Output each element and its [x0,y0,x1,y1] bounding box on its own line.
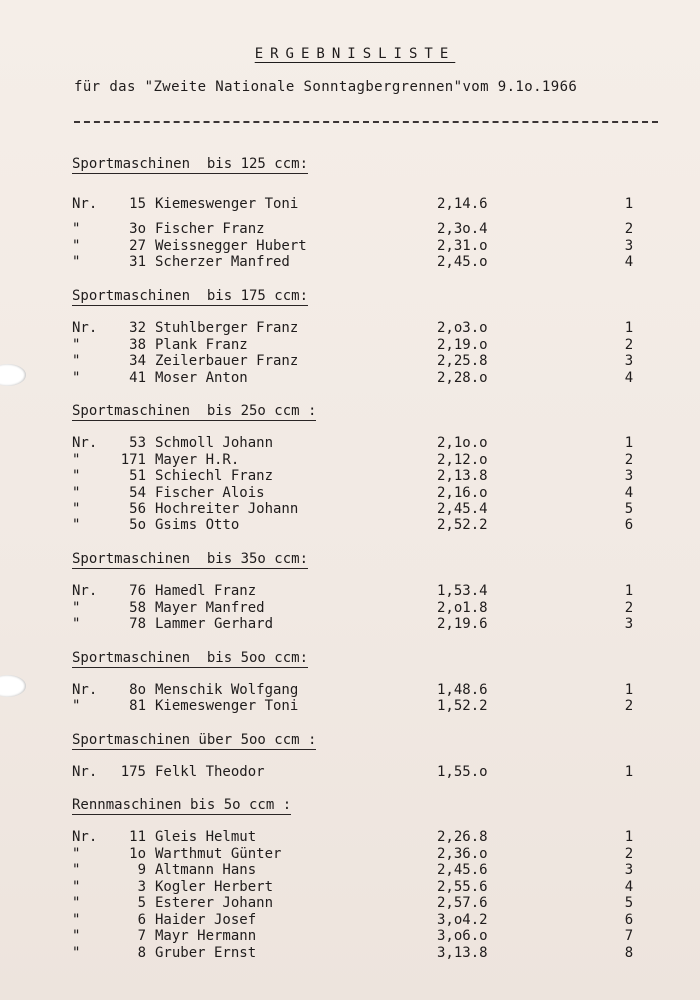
placing: 6 [624,517,634,533]
race-time: 2,55.6 [437,879,488,895]
rider-name: Esterer Johann [155,895,274,911]
entry-number: 8o [129,682,146,698]
result-row [0,517,700,534]
entry-number: 31 [129,254,146,270]
result-row [0,583,700,600]
placing: 1 [624,435,634,451]
rider-name: Plank Franz [155,337,248,353]
entry-prefix: " [72,337,81,353]
placing: 2 [624,698,634,714]
category-heading: Sportmaschinen bis 5oo ccm: [72,650,309,666]
rider-name: Fischer Alois [155,485,265,501]
race-time: 1,55.o [437,764,488,780]
race-time: 2,14.6 [437,196,488,212]
entry-number: 78 [129,616,146,632]
result-row [0,912,700,929]
entry-prefix: Nr. [72,682,98,698]
result-row [0,928,700,945]
entry-number: 1o [129,846,146,862]
result-row [0,879,700,896]
race-time: 3,o6.o [437,928,488,944]
placing: 3 [624,353,634,369]
result-row [0,829,700,846]
rider-name: Gruber Ernst [155,945,257,961]
category-heading: Rennmaschinen bis 5o ccm : [72,797,292,813]
placing: 1 [624,320,634,336]
rider-name: Weissnegger Hubert [155,238,307,254]
rider-name: Mayer Manfred [155,600,265,616]
category-heading: Sportmaschinen bis 175 ccm: [72,288,309,304]
category-heading: Sportmaschinen bis 125 ccm: [72,156,309,172]
rider-name: Kogler Herbert [155,879,274,895]
entry-number: 5 [137,895,146,911]
result-row [0,238,700,255]
race-time: 2,31.o [437,238,488,254]
entry-prefix: " [72,238,81,254]
race-time: 2,52.2 [437,517,488,533]
separator-line [74,121,658,123]
rider-name: Hamedl Franz [155,583,257,599]
rider-name: Gsims Otto [155,517,240,533]
result-row [0,370,700,387]
rider-name: Felkl Theodor [155,764,265,780]
entry-number: 175 [120,764,146,780]
entry-prefix: Nr. [72,829,98,845]
entry-prefix: Nr. [72,583,98,599]
entry-number: 38 [129,337,146,353]
rider-name: Mayr Hermann [155,928,257,944]
entry-number: 76 [129,583,146,599]
entry-number: 58 [129,600,146,616]
entry-number: 81 [129,698,146,714]
placing: 8 [624,945,634,961]
entry-prefix: " [72,616,81,632]
entry-number: 34 [129,353,146,369]
entry-number: 3o [129,221,146,237]
race-time: 2,36.o [437,846,488,862]
entry-prefix: " [72,928,81,944]
placing: 2 [624,846,634,862]
rider-name: Kiemeswenger Toni [155,698,299,714]
race-time: 2,19.o [437,337,488,353]
entry-prefix: " [72,485,81,501]
category-heading: Sportmaschinen bis 35o ccm: [72,551,309,567]
entry-prefix: " [72,501,81,517]
race-time: 1,48.6 [437,682,488,698]
rider-name: Mayer H.R. [155,452,240,468]
rider-name: Hochreiter Johann [155,501,299,517]
entry-prefix: " [72,468,81,484]
placing: 1 [624,764,634,780]
placing: 5 [624,501,634,517]
race-time: 2,45.o [437,254,488,270]
race-time: 2,1o.o [437,435,488,451]
result-row [0,846,700,863]
race-time: 2,19.6 [437,616,488,632]
placing: 4 [624,485,634,501]
placing: 4 [624,879,634,895]
result-row [0,452,700,469]
entry-prefix: " [72,912,81,928]
entry-number: 3 [137,879,146,895]
entry-prefix: " [72,879,81,895]
placing: 2 [624,452,634,468]
result-row [0,682,700,699]
entry-prefix: Nr. [72,435,98,451]
placing: 3 [624,862,634,878]
entry-number: 32 [129,320,146,336]
entry-number: 53 [129,435,146,451]
rider-name: Lammer Gerhard [155,616,274,632]
entry-number: 56 [129,501,146,517]
race-time: 1,53.4 [437,583,488,599]
rider-name: Moser Anton [155,370,248,386]
entry-number: 8 [137,945,146,961]
placing: 1 [624,196,634,212]
placing: 2 [624,337,634,353]
placing: 1 [624,682,634,698]
entry-prefix: " [72,862,81,878]
rider-name: Warthmut Günter [155,846,282,862]
rider-name: Schmoll Johann [155,435,274,451]
entry-prefix: " [72,370,81,386]
race-time: 2,28.o [437,370,488,386]
result-row [0,764,700,781]
category-heading: Sportmaschinen über 5oo ccm : [72,732,317,748]
result-row [0,196,700,213]
result-row [0,435,700,452]
entry-number: 171 [120,452,146,468]
result-row [0,254,700,271]
race-time: 2,13.8 [437,468,488,484]
rider-name: Menschik Wolfgang [155,682,299,698]
entry-number: 6 [137,912,146,928]
race-time: 2,12.o [437,452,488,468]
placing: 1 [624,583,634,599]
entry-number: 54 [129,485,146,501]
placing: 7 [624,928,634,944]
rider-name: Altmann Hans [155,862,257,878]
placing: 4 [624,254,634,270]
rider-name: Kiemeswenger Toni [155,196,299,212]
result-row [0,895,700,912]
placing: 6 [624,912,634,928]
entry-number: 27 [129,238,146,254]
entry-prefix: " [72,221,81,237]
entry-prefix: Nr. [72,320,98,336]
race-time: 2,25.8 [437,353,488,369]
entry-prefix: " [72,517,81,533]
result-row [0,698,700,715]
race-time: 2,o3.o [437,320,488,336]
entry-prefix: Nr. [72,196,98,212]
result-row [0,600,700,617]
race-time: 2,45.6 [437,862,488,878]
rider-name: Scherzer Manfred [155,254,290,270]
result-row [0,337,700,354]
entry-prefix: " [72,452,81,468]
placing: 1 [624,829,634,845]
race-time: 2,3o.4 [437,221,488,237]
result-row [0,862,700,879]
result-row [0,468,700,485]
rider-name: Gleis Helmut [155,829,257,845]
entry-number: 9 [137,862,146,878]
entry-prefix: " [72,600,81,616]
race-time: 2,45.4 [437,501,488,517]
result-row [0,616,700,633]
race-time: 2,16.o [437,485,488,501]
placing: 3 [624,616,634,632]
race-time: 1,52.2 [437,698,488,714]
result-row [0,320,700,337]
entry-prefix: Nr. [72,764,98,780]
entry-number: 11 [129,829,146,845]
race-time: 2,57.6 [437,895,488,911]
result-row [0,945,700,962]
placing: 2 [624,221,634,237]
race-time: 2,26.8 [437,829,488,845]
entry-prefix: " [72,353,81,369]
result-row [0,485,700,502]
result-row [0,501,700,518]
rider-name: Haider Josef [155,912,257,928]
document-title: ERGEBNISLISTE [254,46,456,62]
rider-name: Stuhlberger Franz [155,320,299,336]
rider-name: Fischer Franz [155,221,265,237]
category-heading: Sportmaschinen bis 25o ccm : [72,403,317,419]
result-row [0,221,700,238]
result-row [0,353,700,370]
placing: 2 [624,600,634,616]
document-subtitle: für das "Zweite Nationale Sonntagbergrennen"vom 9.1o.1966 [74,79,578,95]
entry-number: 5o [129,517,146,533]
entry-prefix: " [72,895,81,911]
placing: 3 [624,468,634,484]
rider-name: Schiechl Franz [155,468,274,484]
placing: 4 [624,370,634,386]
entry-prefix: " [72,945,81,961]
entry-prefix: " [72,698,81,714]
entry-number: 7 [137,928,146,944]
rider-name: Zeilerbauer Franz [155,353,299,369]
placing: 5 [624,895,634,911]
race-time: 3,13.8 [437,945,488,961]
entry-prefix: " [72,846,81,862]
entry-number: 51 [129,468,146,484]
entry-number: 15 [129,196,146,212]
entry-prefix: " [72,254,81,270]
race-time: 2,o1.8 [437,600,488,616]
race-time: 3,o4.2 [437,912,488,928]
entry-number: 41 [129,370,146,386]
placing: 3 [624,238,634,254]
